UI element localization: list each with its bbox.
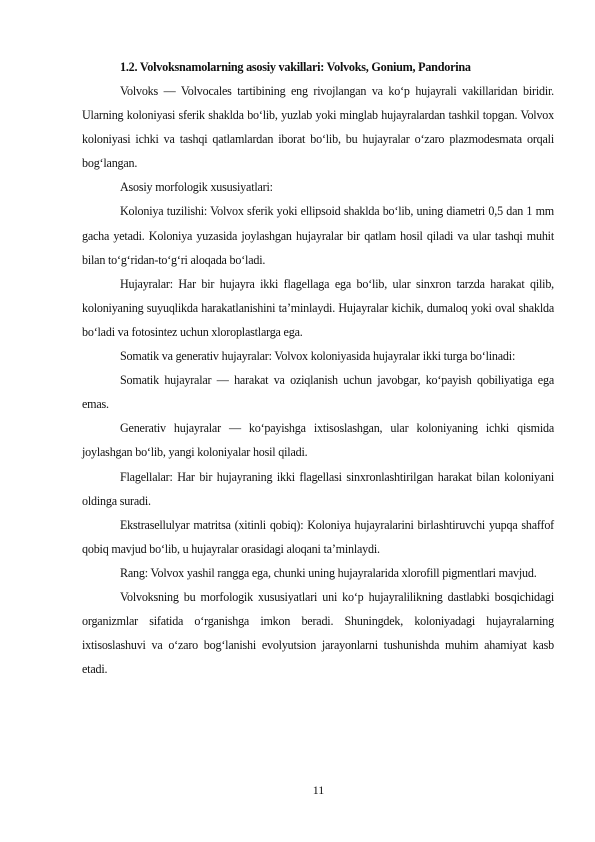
paragraph-color: Rang: Volvox yashil rangga ega, chunki uning hujayralarida xlorofill pigmentlari mavjud. bbox=[120, 565, 537, 580]
paragraph-colony-structure: Koloniya tuzilishi: Volvox sferik yoki ellipsoid shaklda bo‘lib, uning diametri 0,5 dan 1 mm gacha yetadi. Koloniya yuzasida joylashgan hujayralar bir qatlam hosil qiladi va ular tashqi muhit bilan to‘g‘ridan-to‘g‘ri aloqada bo‘ladi. bbox=[82, 204, 554, 267]
section-heading: 1.2. Volvoksnamolarning asosiy vakillari: Volvoks, Gonium, Pandorina bbox=[120, 60, 471, 74]
page-body bbox=[82, 55, 554, 681]
paragraph-conclusion: Volvoksning bu morfologik xususiyatlari uni ko‘p hujayralilikning dastlabki bosqichidagi organizmlar sifatida o‘rganishga imkon beradi. Shuningdek, koloniyadagi hujayralarning ixtisoslashuvi va o‘zaro bog‘lanishi evolyutsion jarayonlarni tushunishda muhim ahamiyat kasb etadi. bbox=[82, 589, 554, 677]
paragraph-generative-cells: Generativ hujayralar — ko‘payishga ixtisoslashgan, ular koloniyaning ichki qismida joylashgan bo‘lib, yangi koloniyalar hosil qiladi. bbox=[82, 421, 554, 460]
paragraph-somatic-cells: Somatik hujayralar — harakat va oziqlanish uchun javobgar, ko‘payish qobiliyatiga ega emas. bbox=[82, 373, 554, 412]
paragraph-extracellular-matrix: Ekstrasellulyar matritsa (xitinli qobiq): Koloniya hujayralarini birlashtiruvchi yupqa shaffof qobiq mavjud bo‘lib, u hujayralar orasidagi aloqani ta’minlaydi. bbox=[82, 517, 554, 556]
page-number: 11 bbox=[312, 783, 325, 797]
paragraph-somatic-generative: Somatik va generativ hujayralar: Volvox koloniyasida hujayralar ikki turga bo‘linadi: bbox=[120, 349, 516, 364]
paragraph-cells: Hujayralar: Har bir hujayra ikki flagellaga ega bo‘lib, ular sinxron tarzda harakat qilib, koloniyaning suyuqlikda harakatlanishini ta’minlaydi. Hujayralar kichik, dumaloq yoki oval shaklda bo‘ladi va fotosintez uchun xloroplastlarga ega. bbox=[82, 276, 554, 339]
paragraph-morphology-title: Asosiy morfologik xususiyatlari: bbox=[120, 180, 273, 195]
paragraph-intro: Volvoks — Volvocales tartibining eng rivojlangan va ko‘p hujayrali vakillaridan biridir. Ularning koloniyasi sferik shaklda bo‘lib, yuzlab yoki minglab hujayralardan tashkil topgan. Volvox koloniyasi ichki va tashqi qatlamlardan iborat bo‘lib, bu hujayralar o‘zaro plazmodesmata orqali bog‘langan. bbox=[82, 84, 554, 171]
paragraph-flagella: Flagellalar: Har bir hujayraning ikki flagellasi sinxronlashtirilgan harakat bilan koloniyani oldinga suradi. bbox=[82, 469, 554, 508]
